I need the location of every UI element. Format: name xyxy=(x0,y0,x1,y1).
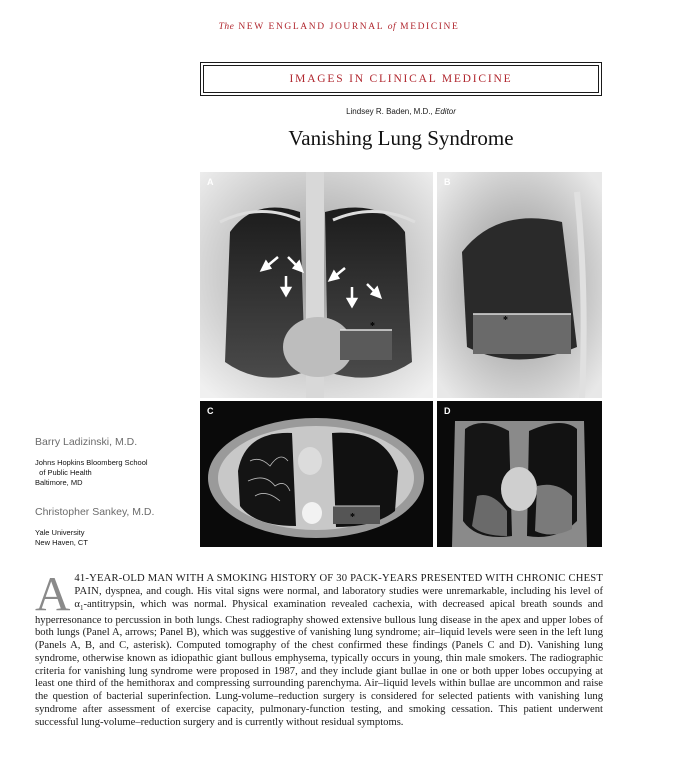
author-affiliation xyxy=(35,528,88,548)
section-title: IMAGES IN CLINICAL MEDICINE xyxy=(203,65,599,93)
asterisk-marker: * xyxy=(350,512,355,523)
asterisk-marker: * xyxy=(370,321,375,332)
article-title: Vanishing Lung Syndrome xyxy=(288,126,514,150)
panel-d-coronal-ct xyxy=(437,401,602,547)
affiliation-line: New Haven, CT xyxy=(35,538,88,547)
editor-role: Editor xyxy=(435,107,456,116)
panel-b-lateral-radiograph xyxy=(437,172,602,398)
panel-a-label: A xyxy=(207,177,214,187)
editor-line xyxy=(200,107,602,116)
journal-header xyxy=(0,22,678,32)
body-text-part-1: dyspnea, and cough. His vital signs were normal, and laboratory studies were unremarkable, including his level of α xyxy=(74,585,603,610)
panel-d-label: D xyxy=(444,406,451,416)
panel-c-axial-ct xyxy=(200,401,433,547)
drop-cap: A xyxy=(35,566,71,621)
journal-of: of xyxy=(387,22,397,32)
journal-name-part-1: NEW ENGLAND JOURNAL xyxy=(238,22,384,32)
panel-a-chest-radiograph xyxy=(200,172,433,398)
section-banner xyxy=(200,62,602,96)
asterisk-marker: * xyxy=(503,315,508,326)
affiliation-line: of Public Health xyxy=(35,468,92,477)
author-name: Barry Ladizinski, M.D. xyxy=(35,436,138,448)
panel-b-label: B xyxy=(444,177,451,187)
affiliation-line: Baltimore, MD xyxy=(35,478,83,487)
body-text-part-2: -antitrypsin, which was normal. Physical examination revealed cachexia, with decreased apical breath sounds and hyperresonance to percussion in both lungs. Chest radiography showed extensive bullous lung disease in the apex and upper lobes of both lungs (Panel A, arrows; Panel B), which was suggestive of vanishing lung syndrome; air–liquid levels were seen in the left lung (Panels A, B, and C, asterisk). Computed tomography of the chest confirmed these findings (Panels C and D). Vanishing lung syndrome, otherwise known as idiopathic giant bullous emphysema, typically occurs in young, thin male smokers. The radiographic criteria for vanishing lung syndrome were proposed in 1987, and they include giant bullae in one or both upper lobes occupying at least one third of the hemithorax and compressing surrounding parenchyma. Air–liquid levels within bullae are uncommon and raise the question of bacterial superinfection. Lung-volume–reduction surgery is considered for selected patients with vanishing lung syndrome after assessment of exercise capacity, pulmonary-function testing, and smoking cessation. This patient underwent successful lung-volume–reduction surgery and is currently without residual symptoms. xyxy=(35,598,603,728)
journal-name-part-2: MEDICINE xyxy=(400,22,460,32)
article-body xyxy=(35,566,603,730)
affiliation-line: Johns Hopkins Bloomberg School xyxy=(35,458,148,467)
affiliation-line: Yale University xyxy=(35,528,85,537)
journal-prefix: The xyxy=(218,22,235,32)
lead-in-text: 41-YEAR-OLD MAN WITH A SMOKING HISTORY OF 30 PACK-YEARS PRESENTED WITH CHRONIC CHEST PAIN, xyxy=(74,573,603,597)
author-name: Christopher Sankey, M.D. xyxy=(35,506,155,518)
panel-c-label: C xyxy=(207,406,214,416)
editor-name: Lindsey R. Baden, M.D., xyxy=(346,107,433,116)
author-affiliation xyxy=(35,458,148,488)
alpha-subscript: 1 xyxy=(79,603,84,612)
